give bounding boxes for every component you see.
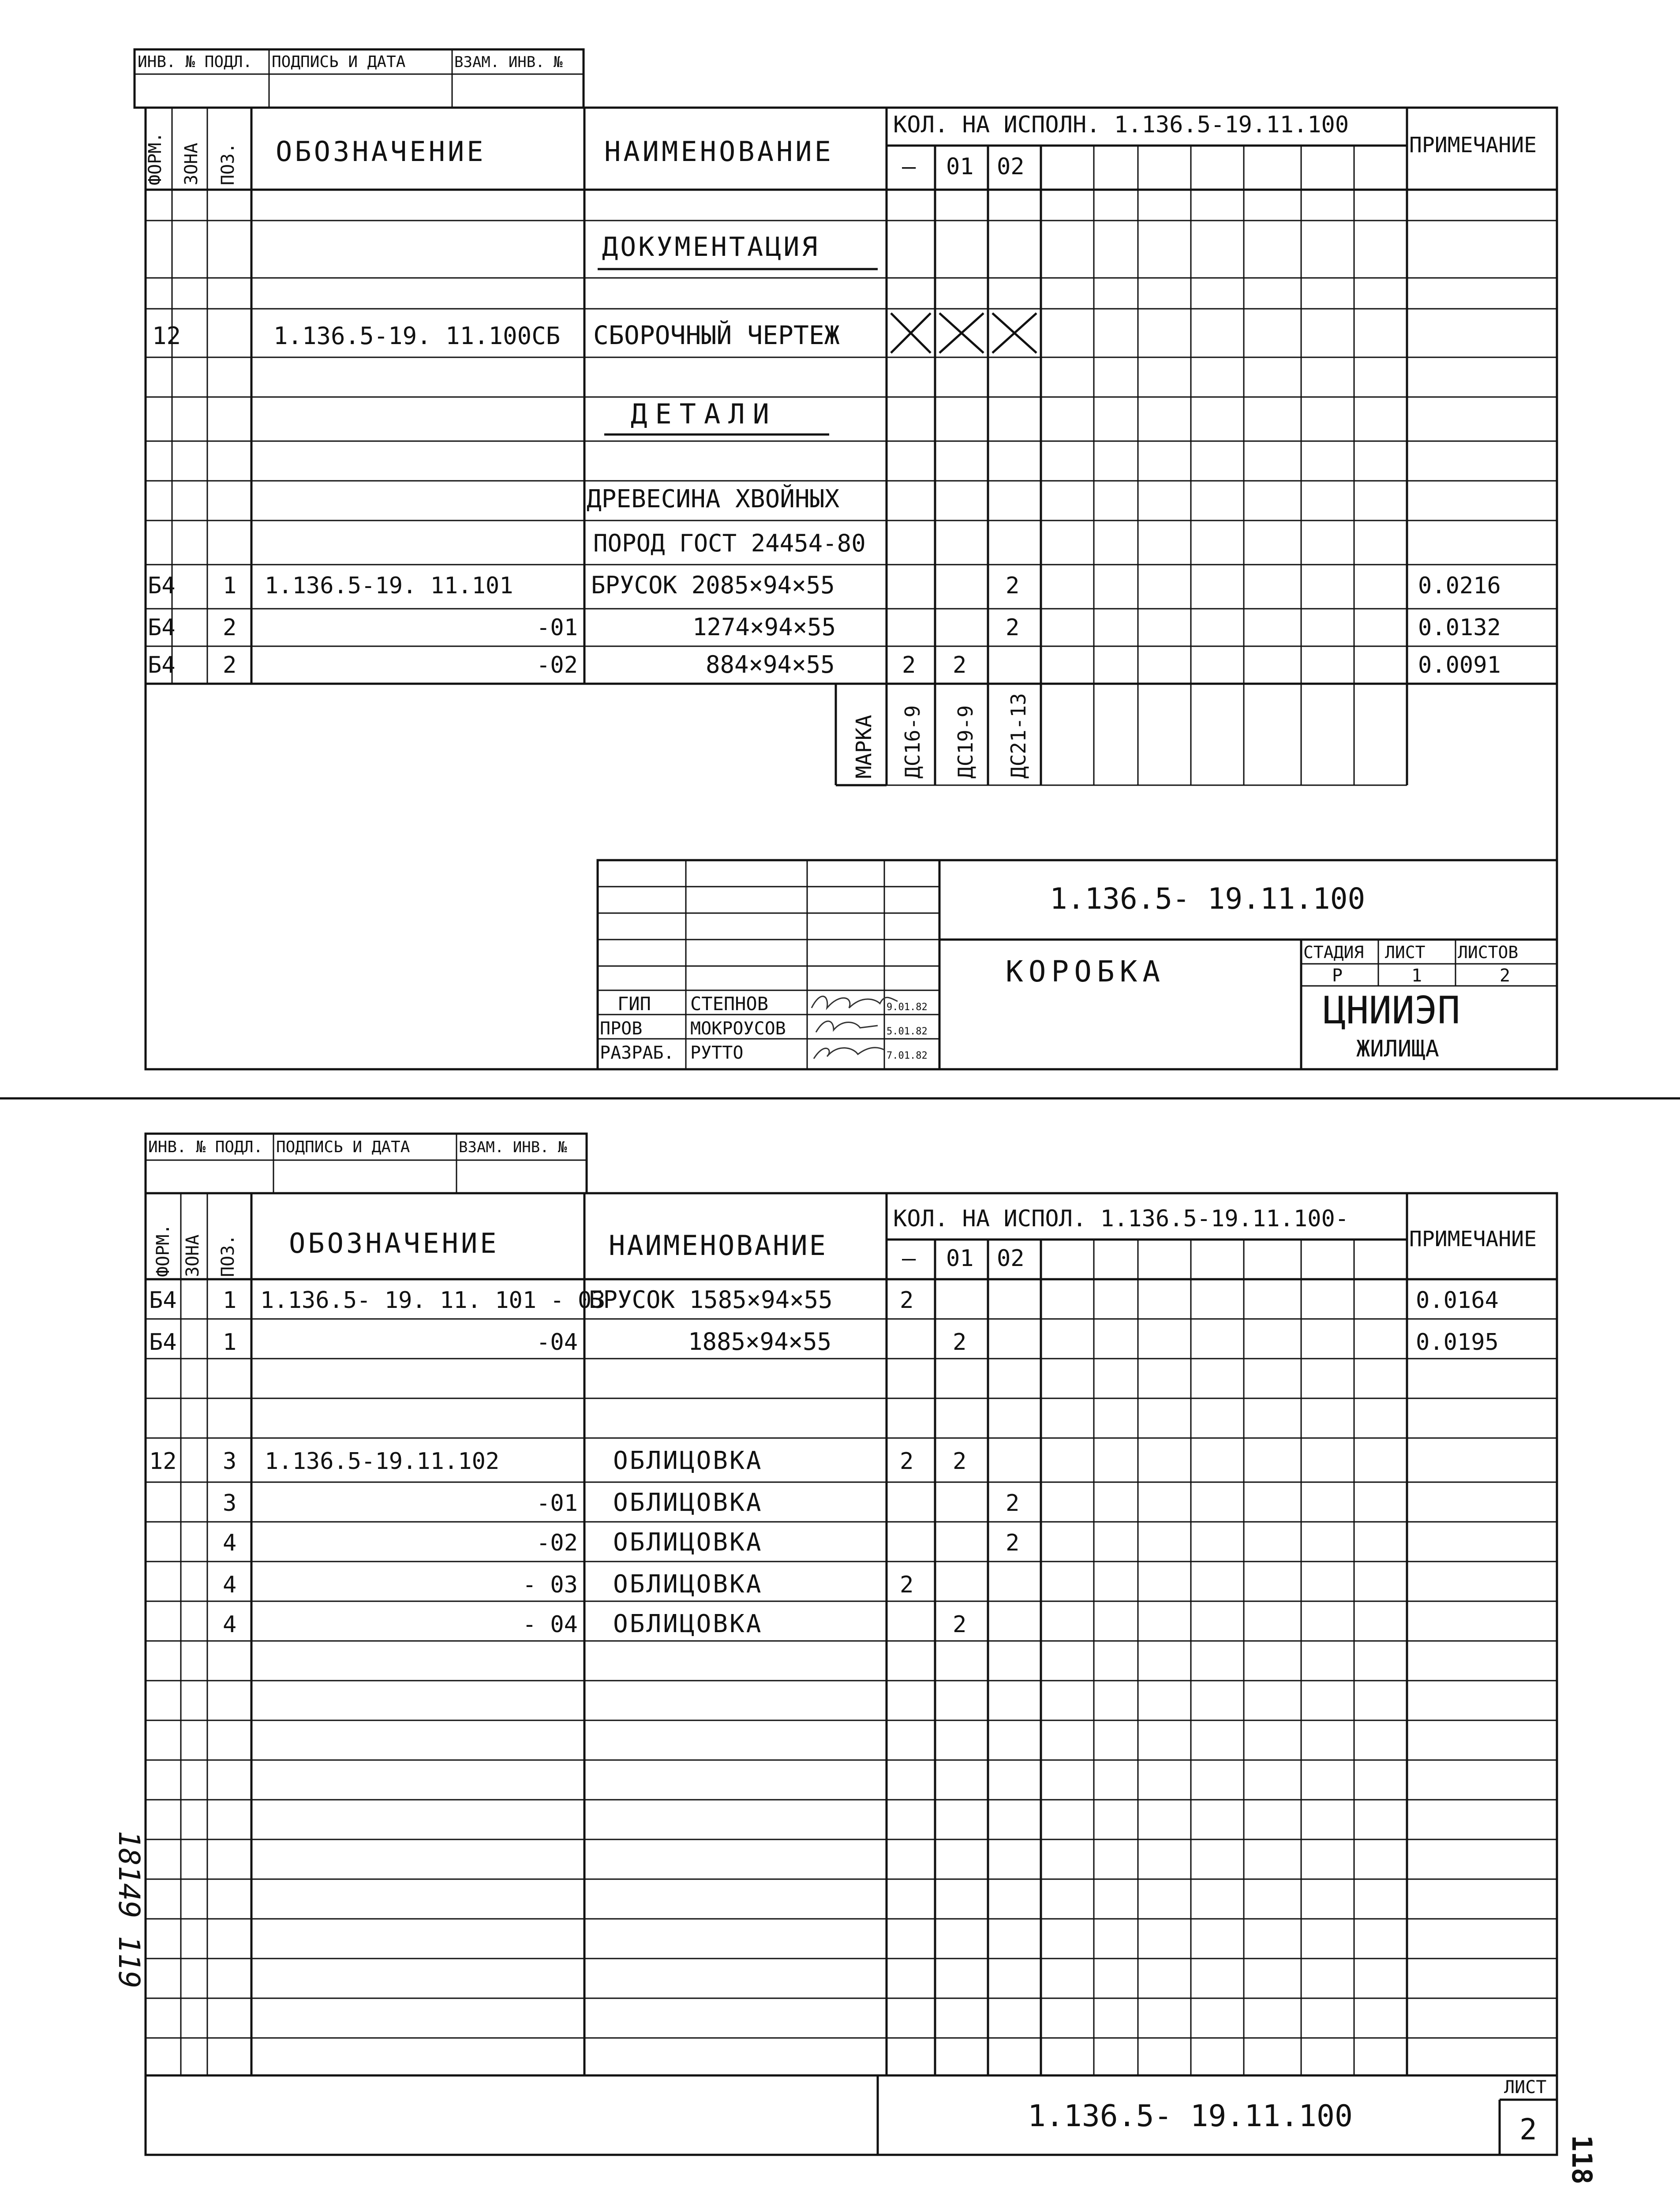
footer-sheet-label: ЛИСТ	[1504, 2077, 1547, 2097]
signature-scribble	[816, 1021, 878, 1032]
row-name: БРУСОК 1585×94×55	[589, 1286, 833, 1314]
margin-note: 18149 119	[112, 1831, 146, 1989]
section-details: ДЕТАЛИ	[631, 398, 777, 430]
stamp-signature-label: ПОДПИСЬ И ДАТА	[276, 1138, 410, 1156]
approval-date: 5.01.82	[887, 1026, 928, 1037]
row-qty-02: 2	[1006, 1490, 1020, 1517]
table-row	[223, 1610, 966, 1638]
header-pos-1: ПОЗ.	[218, 142, 238, 185]
table-row	[149, 1328, 1499, 1356]
footer-sheet-number: 2	[1519, 2112, 1537, 2146]
row-pos: 1	[223, 1329, 237, 1356]
approval-date: 9.01.82	[887, 1002, 928, 1013]
stamp-inv-label: ИНВ. № ПОДЛ.	[148, 1138, 263, 1156]
row-designation: -02	[536, 1530, 578, 1556]
header-name-2: НАИМЕНОВАНИЕ	[609, 1229, 827, 1262]
frame-2	[146, 1193, 1557, 2155]
row-designation: - 04	[522, 1611, 578, 1638]
header-designation-2: ОБОЗНАЧЕНИЕ	[289, 1227, 499, 1259]
row-note: 0.0195	[1416, 1329, 1499, 1356]
title-code: 1.136.5- 19.11.100	[1050, 882, 1366, 916]
part-qty-base: 2	[902, 652, 916, 678]
table-row	[223, 1488, 1019, 1517]
footer-stamp	[878, 2075, 1557, 2155]
table-row	[223, 1570, 913, 1599]
sheet-label: ЛИСТ	[1385, 943, 1426, 962]
header-zone-1: ЗОНА	[181, 142, 202, 185]
header-form-1: ФОРМ.	[145, 132, 165, 185]
row-designation: -01	[536, 1490, 578, 1517]
row-name: 1885×94×55	[688, 1328, 832, 1356]
approval-row	[600, 1019, 928, 1039]
header-variant-01-1: 01	[946, 154, 974, 180]
part-qty-02: 2	[1006, 614, 1020, 641]
approval-role: ГИП	[617, 993, 651, 1015]
approval-row	[617, 993, 928, 1015]
stamp-replace-label: ВЗАМ. ИНВ. №	[459, 1139, 567, 1156]
approval-row	[600, 1043, 928, 1063]
row-form: Б4	[149, 1329, 177, 1356]
marka-label: МАРКА	[852, 715, 876, 779]
part-qty-02: 2	[1006, 573, 1020, 599]
material-line-1: ДРЕВЕСИНА ХВОЙНЫХ	[587, 485, 840, 513]
part-pos: 1	[223, 573, 237, 599]
signature-scribble	[814, 1048, 884, 1059]
org-name: ЦНИИЭП	[1323, 989, 1460, 1033]
row-pos: 4	[223, 1611, 237, 1638]
approval-date: 7.01.82	[887, 1050, 928, 1061]
row-form: Б4	[149, 1287, 177, 1314]
title-block	[598, 860, 1557, 1069]
part-row	[148, 571, 1501, 599]
row-qty-02: 2	[1006, 1530, 1020, 1556]
header-variant-base-2: —	[902, 1245, 916, 1272]
page-number: 118	[1566, 2135, 1598, 2184]
table-row	[149, 1446, 966, 1475]
row-designation: 1.136.5- 19. 11. 101 - 03	[260, 1287, 606, 1314]
sheet-value: 1	[1411, 966, 1422, 986]
header-qty-title-2: КОЛ. НА ИСПОЛ. 1.136.5-19.11.100-	[893, 1206, 1349, 1232]
row-name: ОБЛИЦОВКА	[613, 1570, 763, 1599]
material-line-2: ПОРОД ГОСТ 24454-80	[593, 529, 866, 557]
footer-code: 1.136.5- 19.11.100	[1028, 2099, 1353, 2134]
sheet-1	[135, 49, 1557, 1069]
row-qty-01: 2	[953, 1611, 967, 1638]
sheets-value: 2	[1500, 966, 1511, 986]
row-designation: - 03	[522, 1572, 578, 1598]
part-form: Б4	[148, 573, 176, 599]
row-designation: 1.136.5-19.11.102	[265, 1448, 500, 1475]
row-qty-base: 2	[900, 1287, 914, 1314]
part-form: Б4	[148, 652, 176, 678]
row-name: ОБЛИЦОВКА	[613, 1528, 763, 1557]
part-name: 884×94×55	[706, 651, 835, 678]
header-variant-01-2: 01	[946, 1245, 974, 1272]
header-variant-base-1: —	[902, 154, 916, 180]
part-form: Б4	[148, 614, 176, 641]
header-variant-02-1: 02	[997, 154, 1025, 180]
row-qty-01: 2	[953, 1329, 967, 1356]
header-name-1: НАИМЕНОВАНИЕ	[604, 135, 834, 168]
marka-value: ДС16-9	[901, 705, 924, 779]
sheet-2	[146, 1134, 1557, 2155]
section-documentation: ДОКУМЕНТАЦИЯ	[602, 232, 820, 262]
part-row	[148, 613, 1501, 641]
stage-label: СТАДИЯ	[1303, 943, 1364, 962]
part-note: 0.0132	[1418, 614, 1501, 641]
header-designation-1: ОБОЗНАЧЕНИЕ	[276, 135, 486, 168]
table-row	[223, 1528, 1019, 1557]
row-qty-01: 2	[953, 1448, 967, 1475]
approval-role: РАЗРАБ.	[600, 1043, 674, 1063]
row-pos: 3	[223, 1448, 237, 1475]
part-designation: -02	[536, 652, 578, 678]
part-note: 0.0216	[1418, 573, 1501, 599]
doc-row-name: СБОРОЧНЫЙ ЧЕРТЕЖ	[593, 320, 840, 350]
row-qty-base: 2	[900, 1448, 914, 1475]
org-subname: ЖИЛИЩА	[1356, 1036, 1439, 1062]
spec-rows-grid-1	[146, 221, 1557, 785]
row-form: 12	[149, 1448, 177, 1475]
row-name: ОБЛИЦОВКА	[613, 1488, 763, 1517]
cross-marks	[891, 313, 1036, 353]
part-pos: 2	[223, 614, 237, 641]
approval-name: СТЕПНОВ	[690, 993, 769, 1015]
stamp-inv-label: ИНВ. № ПОДЛ.	[138, 53, 253, 71]
spec-rows-grid-2	[146, 1319, 1557, 2075]
header-note-2: ПРИМЕЧАНИЕ	[1409, 1227, 1537, 1251]
approval-name: РУТТО	[690, 1043, 744, 1063]
part-name: 1274×94×55	[692, 613, 836, 641]
marka-value: ДС19-9	[954, 705, 977, 779]
part-qty-01: 2	[953, 652, 967, 678]
row-name: ОБЛИЦОВКА	[613, 1610, 763, 1638]
row-qty-base: 2	[900, 1572, 914, 1598]
row-designation: -04	[536, 1329, 578, 1356]
doc-row-form: 12	[152, 322, 181, 350]
stage-value: Р	[1332, 966, 1343, 986]
stamp-signature-label: ПОДПИСЬ И ДАТА	[272, 53, 406, 71]
title-name: КОРОБКА	[1006, 955, 1166, 989]
part-pos: 2	[223, 652, 237, 678]
part-row	[148, 651, 1501, 678]
part-designation: 1.136.5-19. 11.101	[265, 573, 513, 599]
top-stamp-2	[146, 1134, 587, 1193]
row-note: 0.0164	[1416, 1287, 1499, 1314]
stamp-replace-label: ВЗАМ. ИНВ. №	[454, 53, 563, 71]
header-note-1: ПРИМЕЧАНИЕ	[1409, 133, 1537, 157]
approval-name: МОКРОУСОВ	[690, 1019, 786, 1039]
row-pos: 4	[223, 1572, 237, 1598]
marka-labels	[836, 684, 1030, 785]
spec-header-2	[146, 1193, 1557, 2075]
row-pos: 4	[223, 1530, 237, 1556]
top-stamp-1	[135, 49, 584, 108]
table-row	[149, 1286, 1499, 1314]
part-designation: -01	[536, 614, 578, 641]
row-pos: 1	[223, 1287, 237, 1314]
marka-value: ДС21-13	[1007, 693, 1030, 779]
row-pos: 3	[223, 1490, 237, 1517]
sheets-label: ЛИСТОВ	[1458, 943, 1519, 962]
header-zone-2: ЗОНА	[183, 1234, 203, 1277]
part-note: 0.0091	[1418, 652, 1501, 678]
header-variant-02-2: 02	[997, 1245, 1025, 1272]
doc-row-designation: 1.136.5-19. 11.100СБ	[273, 322, 561, 350]
header-pos-2: ПОЗ.	[218, 1234, 238, 1277]
row-name: ОБЛИЦОВКА	[613, 1446, 763, 1475]
header-qty-title-1: КОЛ. НА ИСПОЛН. 1.136.5-19.11.100	[893, 112, 1349, 138]
part-name: БРУСОК 2085×94×55	[591, 571, 835, 599]
header-form-2: ФОРМ.	[153, 1224, 173, 1277]
approval-role: ПРОВ	[600, 1019, 643, 1039]
